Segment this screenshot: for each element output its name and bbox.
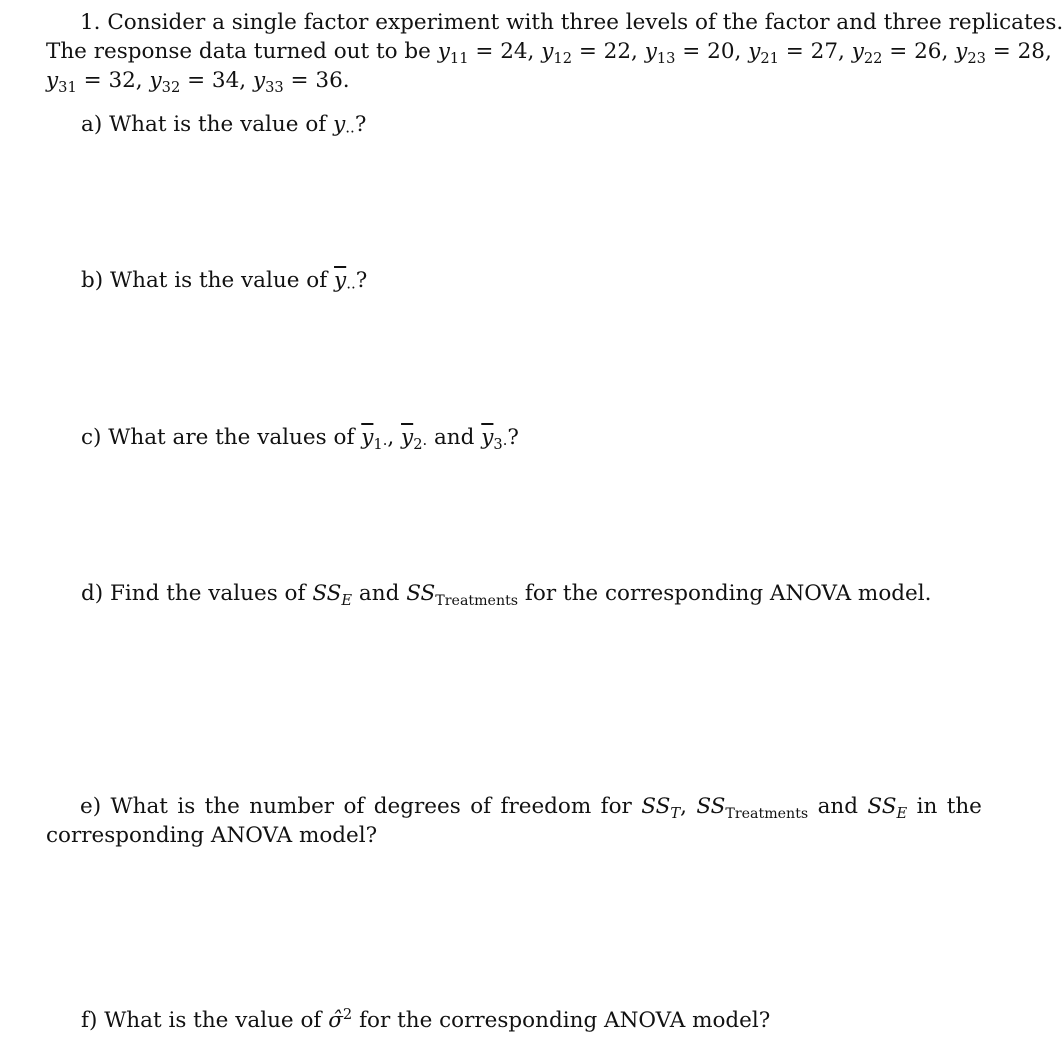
observation-y11: $y_{11} = 24$,: [437, 39, 535, 68]
question-e-word: of: [470, 794, 492, 819]
question-f-text: What is the value of: [104, 1008, 322, 1033]
problem-intro-line2: [46, 37, 1052, 68]
grand-mean-symbol: $\overline{y}$..: [334, 268, 356, 293]
problem-intro-line1: [80, 8, 1063, 37]
treatment-mean-2-symbol: $\overline{y}_{2\cdot}$: [401, 425, 428, 454]
question-b-label: b): [81, 268, 104, 293]
problem-number: 1.: [80, 10, 101, 35]
question-e-label: e): [80, 794, 102, 819]
question-e-word: of: [343, 794, 365, 819]
question-a-text: What is the value of: [109, 112, 327, 137]
intro-line2-prefix: The response data turned out to be: [46, 39, 431, 64]
question-c-text: What are the values of: [108, 425, 355, 450]
problem-intro-text: Consider a single factor experiment with three levels of the factor and three replicates.: [107, 10, 1063, 35]
ss-error-symbol-e: $SS_E$: [867, 794, 908, 823]
treatment-mean-3-symbol: $\overline{y}_{3\cdot}$: [481, 425, 508, 454]
ss-error-symbol: $SS_E$: [312, 581, 353, 610]
question-e-word: degrees: [373, 794, 461, 819]
observation-y13: $y_{13} = 20$,: [644, 39, 742, 68]
question-d-joiner: and: [358, 581, 400, 606]
question-e-line1: [80, 792, 982, 821]
question-e-word: in: [916, 794, 938, 819]
observation-y33: $y_{33} = 36$.: [252, 68, 350, 97]
question-e-word: What: [110, 794, 168, 819]
observation-y21: $y_{21} = 27$,: [748, 39, 845, 68]
question-e-word: freedom: [500, 794, 592, 819]
problem-intro-line3: [46, 66, 982, 95]
question-e-word: for: [600, 794, 632, 819]
question-e-word: the: [204, 794, 240, 819]
observation-y22: $y_{22} = 26$,: [851, 39, 949, 68]
observation-y32: $y_{32} = 34$,: [149, 68, 247, 97]
question-b-text: What is the value of: [110, 268, 328, 293]
question-d: [81, 579, 931, 608]
question-e-joiner: and: [817, 794, 859, 819]
question-f-label: f): [81, 1008, 98, 1033]
question-a: a) What is the value of y..?: [81, 112, 367, 137]
question-e-word: is: [177, 794, 196, 819]
observation-y23: $y_{23} = 28$,: [955, 39, 1052, 68]
sigma-hat-squared-symbol: σ̂$^2$: [328, 1005, 353, 1033]
ss-treatments-symbol-e: $SS_{Treatments}$: [696, 794, 809, 822]
question-e-line2-text: corresponding ANOVA model?: [46, 823, 378, 848]
question-c: c) What are the values of $\overline{y}_{1\cdot}$, $\overline{y}_{2\cdot}$ and $\overline{y}_{3\cdot}$?: [81, 425, 519, 454]
ss-total-symbol: $SS_T$,: [641, 794, 687, 823]
question-d-text: Find the values of: [110, 581, 306, 606]
question-a-label: a): [81, 112, 103, 137]
question-e-word: the: [946, 794, 982, 819]
question-e-word: number: [249, 794, 335, 819]
question-e-line2: [46, 821, 982, 850]
question-d-suffix: for the corresponding ANOVA model.: [524, 581, 932, 606]
question-f-suffix: for the corresponding ANOVA model?: [359, 1008, 771, 1033]
question-d-label: d): [81, 581, 104, 606]
treatment-mean-1-symbol: $\overline{y}_{1\cdot}$: [361, 425, 388, 454]
grand-total-symbol: y..: [333, 112, 355, 137]
observation-y12: $y_{12} = 22$,: [541, 39, 638, 68]
question-c-label: c): [81, 425, 102, 450]
question-f: [81, 1006, 770, 1035]
ss-treatments-symbol: $SS_{Treatments}$: [406, 581, 519, 609]
question-c-joiner: and: [433, 425, 475, 450]
observation-y31: $y_{31} = 32$,: [46, 68, 143, 97]
question-b: b) What is the value of $\overline{y}$..?: [81, 268, 368, 293]
